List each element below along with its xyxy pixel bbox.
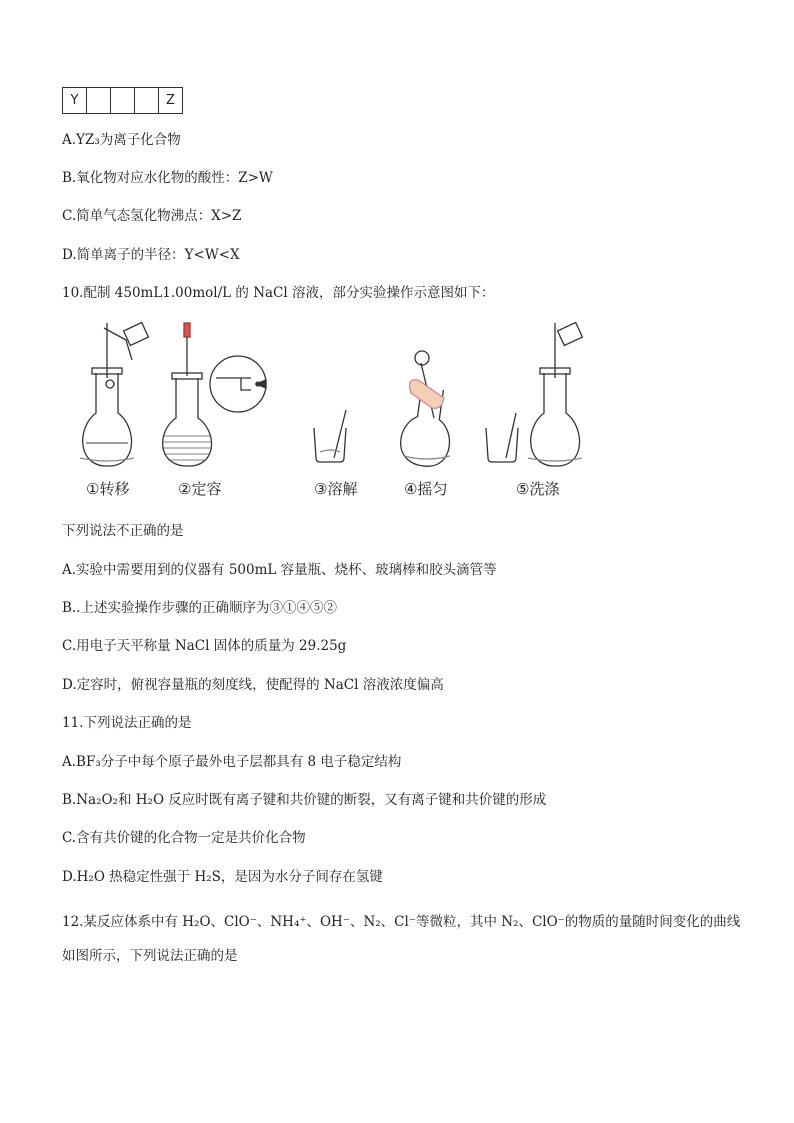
q11-option-a: A.BF₃分子中每个原子最外电子层都具有 8 电子稳定结构 [62, 754, 402, 770]
table-cell [87, 88, 111, 114]
q11-option-d: D.H₂O 热稳定性强于 H₂S，是因为水分子间存在氢键 [62, 869, 383, 885]
caption-shake: ④摇匀 [404, 480, 448, 498]
q9-option-d: D.简单离子的半径：Y<W<X [62, 247, 240, 263]
q10-prompt: 下列说法不正确的是 [62, 523, 184, 539]
q10-option-c: C.用电子天平称量 NaCl 固体的质量为 29.25g [62, 638, 347, 654]
wash-apparatus-icon [486, 323, 582, 466]
caption-transfer: ①转移 [86, 480, 130, 498]
q9-option-c: C.简单气态氢化物沸点：X>Z [62, 208, 242, 224]
caption-fix-volume: ②定容 [178, 480, 222, 498]
caption-wash: ⑤洗涤 [516, 480, 560, 498]
lab-procedure-figure [66, 318, 586, 508]
caption-dissolve: ③溶解 [314, 480, 358, 498]
shake-flask-icon [398, 351, 457, 469]
q10-option-b: B..上述实验操作步骤的正确顺序为③①④⑤② [62, 600, 338, 616]
q11-stem: 11.下列说法正确的是 [62, 715, 192, 731]
q10-stem: 10.配制 450mL1.00mol/L 的 NaCl 溶液，部分实验操作示意图如下： [62, 285, 495, 301]
q9-option-b: B.氧化物对应水化物的酸性：Z>W [62, 170, 273, 186]
q9-option-a: A.YZ₃为离子化合物 [62, 132, 181, 148]
q12-stem-line2: 如图所示，下列说法正确的是 [62, 948, 238, 964]
lab-apparatus-drawing [66, 318, 586, 478]
q10-option-d: D.定容时，俯视容量瓶的刻度线，使配得的 NaCl 溶液浓度偏高 [62, 677, 444, 693]
q10-option-a: A.实验中需要用到的仪器有 500mL 容量瓶、烧杯、玻璃棒和胶头滴管等 [62, 562, 497, 578]
q12-stem-line1: 12.某反应体系中有 H₂O、ClO⁻、NH₄⁺、OH⁻、N₂、Cl⁻等微粒，其中 N₂、ClO⁻的物质的量随时间变化的曲线 [62, 914, 741, 930]
periodic-table-fragment [62, 87, 183, 114]
q11-option-b: B.Na₂O₂和 H₂O 反应时既有离子键和共价键的断裂，又有离子键和共价键的形成 [62, 792, 547, 808]
table-cell [111, 88, 135, 114]
transfer-flask-icon [80, 323, 148, 466]
table-cell: Z [159, 88, 183, 114]
table-cell [135, 88, 159, 114]
table-cell: Y [63, 88, 87, 114]
dissolve-beaker-icon [314, 410, 346, 462]
q11-option-c: C.含有共价键的化合物一定是共价化合物 [62, 830, 306, 846]
fixed-volume-flask-icon [162, 323, 266, 466]
